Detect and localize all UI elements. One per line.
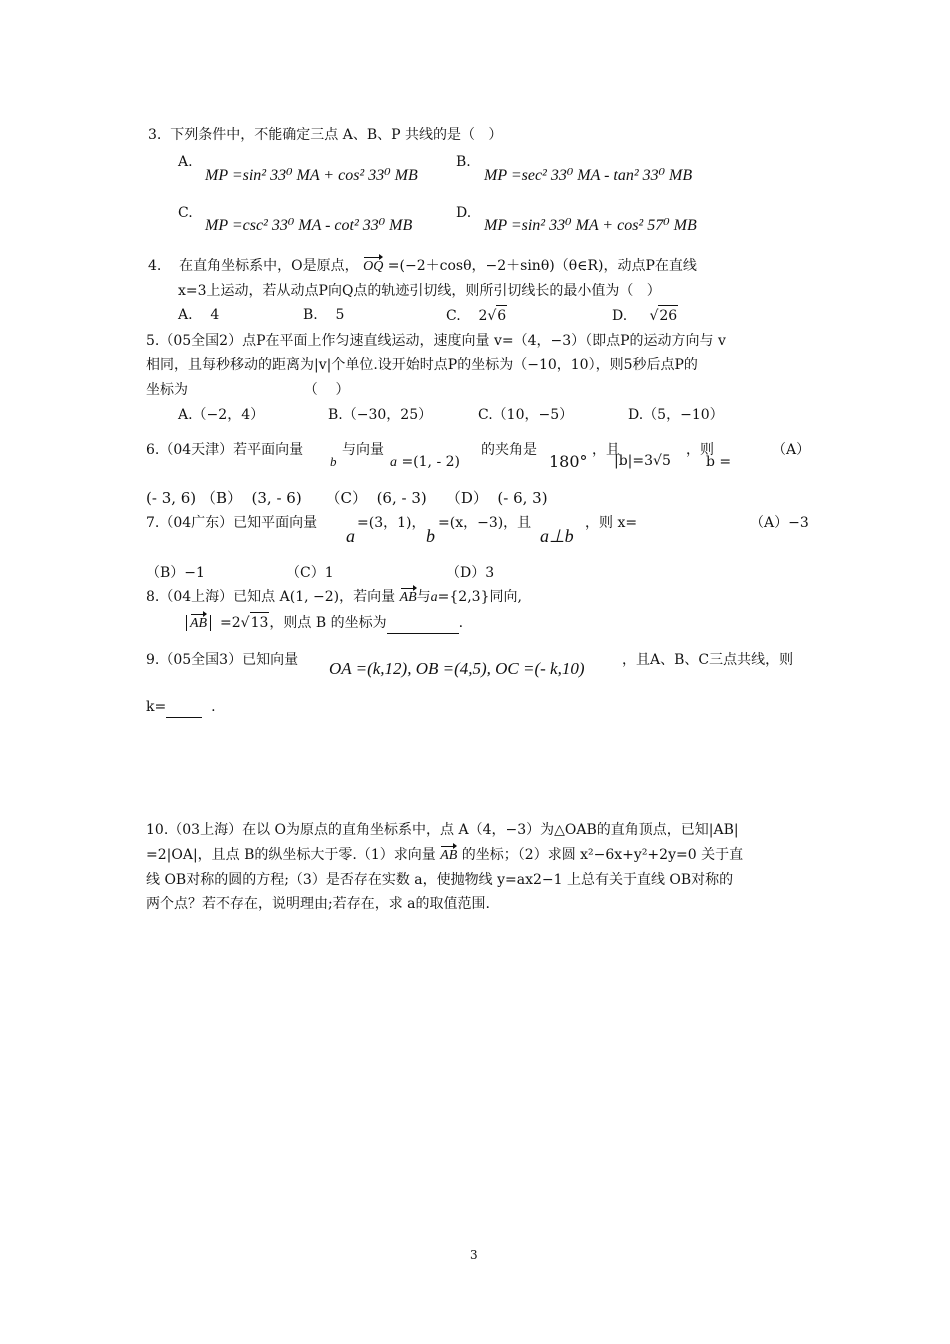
q4-option-c-radicand: 6 [496, 305, 507, 326]
q6-vector-a-value: =(1, - 2) [401, 454, 461, 470]
q7-perp: a⊥b [540, 526, 574, 546]
q3-option-a-expr: MP =sin² 33⁰ MA + cos² 33⁰ MB [205, 167, 418, 184]
sqrt-icon: √ [487, 308, 497, 324]
q8-line-1 [146, 587, 522, 608]
q6-option-d-label: （D） [445, 489, 488, 507]
q5-option-a: A.（−2，4） [178, 407, 265, 423]
q3-option-b-expr: MP =sec² 33⁰ MA - tan² 33⁰ MB [484, 167, 693, 184]
q8-radicand: 13 [250, 612, 270, 633]
q6-option-b-label: （B） [200, 489, 242, 507]
q4-text-1a: 在直角坐标系中，O是原点， [179, 258, 359, 274]
q10-line-2 [146, 845, 743, 866]
q4-option-b: B. 5 [303, 307, 345, 323]
q6-stem-3: 的夹角是 [481, 442, 537, 458]
q8-stem-1: 8.（04上海）已知点 A(1, −2)，若向量 [146, 589, 396, 605]
q10-text-2b: 的坐标；（2）求圆 x²−6x+y²+2y=0 关于直 [461, 847, 744, 863]
q8-stem-6: . [458, 615, 464, 631]
q3-option-b-label: B. [456, 154, 471, 170]
q6-vector-a: a [390, 455, 397, 470]
q7-vector-a: a [346, 526, 355, 546]
q4-option-d [612, 305, 678, 326]
q9-line-2 [146, 697, 216, 718]
q5-line-1: 5.（05全国2）点P在平面上作匀速直线运动，速度向量 v=（4，−3）（即点P的运动方向与 v [146, 333, 726, 349]
q6-option-b: (3, - 6) [251, 489, 302, 507]
q7-vector-b-value: =(x，−3)，且 [438, 515, 532, 531]
q7-option-c: （C）1 [286, 565, 334, 581]
q8-stem-5: ，则点 B 的坐标为 [269, 615, 387, 631]
q3-option-a-label: A. [178, 154, 193, 170]
q3-option-d-expr: MP =sin² 33⁰ MA + cos² 57⁰ MB [484, 217, 697, 234]
q4-number: 4. [148, 258, 162, 274]
q5-option-d: D.（5，−10） [628, 407, 724, 423]
q9-stem-3: k= [146, 699, 167, 715]
q3-stem: 3. 下列条件中，不能确定三点 A、B、P 共线的是（ ） [148, 127, 503, 143]
q7-option-a: （A）−3 [750, 515, 809, 531]
q7-vector-a-value: =(3，1)， [357, 515, 426, 531]
q8-line-2 [186, 612, 463, 634]
q4-vector-oq: OQ [363, 257, 383, 277]
q8-norm-vector-ab: AB [190, 614, 207, 634]
q6-b-equals: b = [706, 454, 732, 470]
sqrt-icon: √ [240, 615, 250, 631]
q10-text-2a: =2|OA|，且点 B的纵坐标大于零.（1）求向量 [146, 847, 436, 863]
q6-norm: |b|=3√5 [614, 453, 671, 469]
q6-options [146, 488, 548, 508]
q5-option-b: B.（−30，25） [328, 407, 433, 423]
q5-option-c: C.（10，−5） [478, 407, 574, 423]
q9-stem-1: 9.（05全国3）已知向量 [146, 652, 299, 668]
q7-stem-2: ，则 x= [585, 515, 638, 531]
q6-stem-4: ，且 [592, 442, 620, 458]
q6-stem-2: 与向量 [342, 442, 384, 458]
q4-text-1b: =(−2＋cosθ，−2＋sinθ)（θ∈R)，动点P在直线 [387, 258, 697, 274]
q3-option-c-expr: MP =csc² 33⁰ MA - cot² 33⁰ MB [205, 217, 413, 234]
sqrt-icon: √ [649, 308, 659, 324]
q10-line-1: 10.（03上海）在以 O为原点的直角坐标系中，点 A（4，−3）为△OAB的直角顶点，已知|AB| [146, 822, 739, 838]
q6-choice-a-label: （A） [772, 442, 811, 458]
q8-norm [186, 615, 211, 631]
q7-option-d: （D）3 [446, 565, 495, 581]
q8-stem-2: 与 [416, 589, 431, 605]
q4-option-c-label: C. 2 [446, 308, 488, 324]
q9-expression: OA =(k,12), OB =(4,5), OC =(- k,10) [329, 659, 585, 678]
q8-vector-a: a [430, 590, 438, 605]
q6-vector-b: b [330, 454, 337, 469]
q6-stem-1: 6.（04天津）若平面向量 [146, 442, 304, 458]
q4-line-2: x=3上运动，若从动点P向Q点的轨迹引切线，则所引切线长的最小值为（ ） [178, 283, 661, 299]
q4-option-a: A. 4 [178, 307, 220, 323]
q9-stem-2: ，且A、B、C三点共线，则 [622, 652, 794, 668]
q8-answer-blank[interactable] [387, 613, 459, 634]
q4-option-c [446, 305, 507, 326]
q6-vector-a-expr [390, 452, 460, 473]
q6-stem-5: ，则 [686, 442, 714, 458]
q10-line-3: 线 OB对称的圆的方程;（3）是否存在实数 a，使抛物线 y=ax2−1 上总有关于直线 OB对称的 [146, 872, 734, 888]
q4-line-1 [148, 256, 697, 277]
q10-vector-ab: AB [440, 846, 457, 866]
q6-angle: 180° [549, 452, 588, 471]
q3-option-d-label: D. [456, 205, 472, 221]
q7-option-b: （B）−1 [146, 565, 205, 581]
q7-stem-1: 7.（04广东）已知平面向量 [146, 515, 318, 531]
q9-answer-blank[interactable] [166, 697, 202, 718]
q6-option-c-label: （C） [325, 489, 368, 507]
q8-vector-ab: AB [400, 588, 417, 608]
q5-line-2: 相同，且每秒移动的距离为|v|个单位.设开始时点P的坐标为（−10，10），则5秒后点P的 [146, 357, 698, 373]
q6-option-d: (- 6, 3) [497, 489, 548, 507]
q9-stem-4: . [211, 699, 216, 715]
q10-line-4: 两个点？若不存在，说明理由;若存在，求 a的取值范围. [146, 896, 490, 912]
q5-line-3: 坐标为 （ ） [146, 382, 350, 398]
q4-option-d-radicand: 26 [658, 305, 678, 326]
q6-option-c: (6, - 3) [376, 489, 427, 507]
q4-option-d-label: D. [612, 308, 628, 324]
q6-option-a: (- 3, 6) [146, 489, 197, 507]
q8-stem-4: =2 [220, 615, 241, 631]
q3-option-c-label: C. [178, 205, 193, 221]
q7-vector-b: b [426, 526, 435, 546]
q8-stem-3: ={2,3}同向, [437, 589, 522, 605]
page-number: 3 [470, 1248, 478, 1262]
